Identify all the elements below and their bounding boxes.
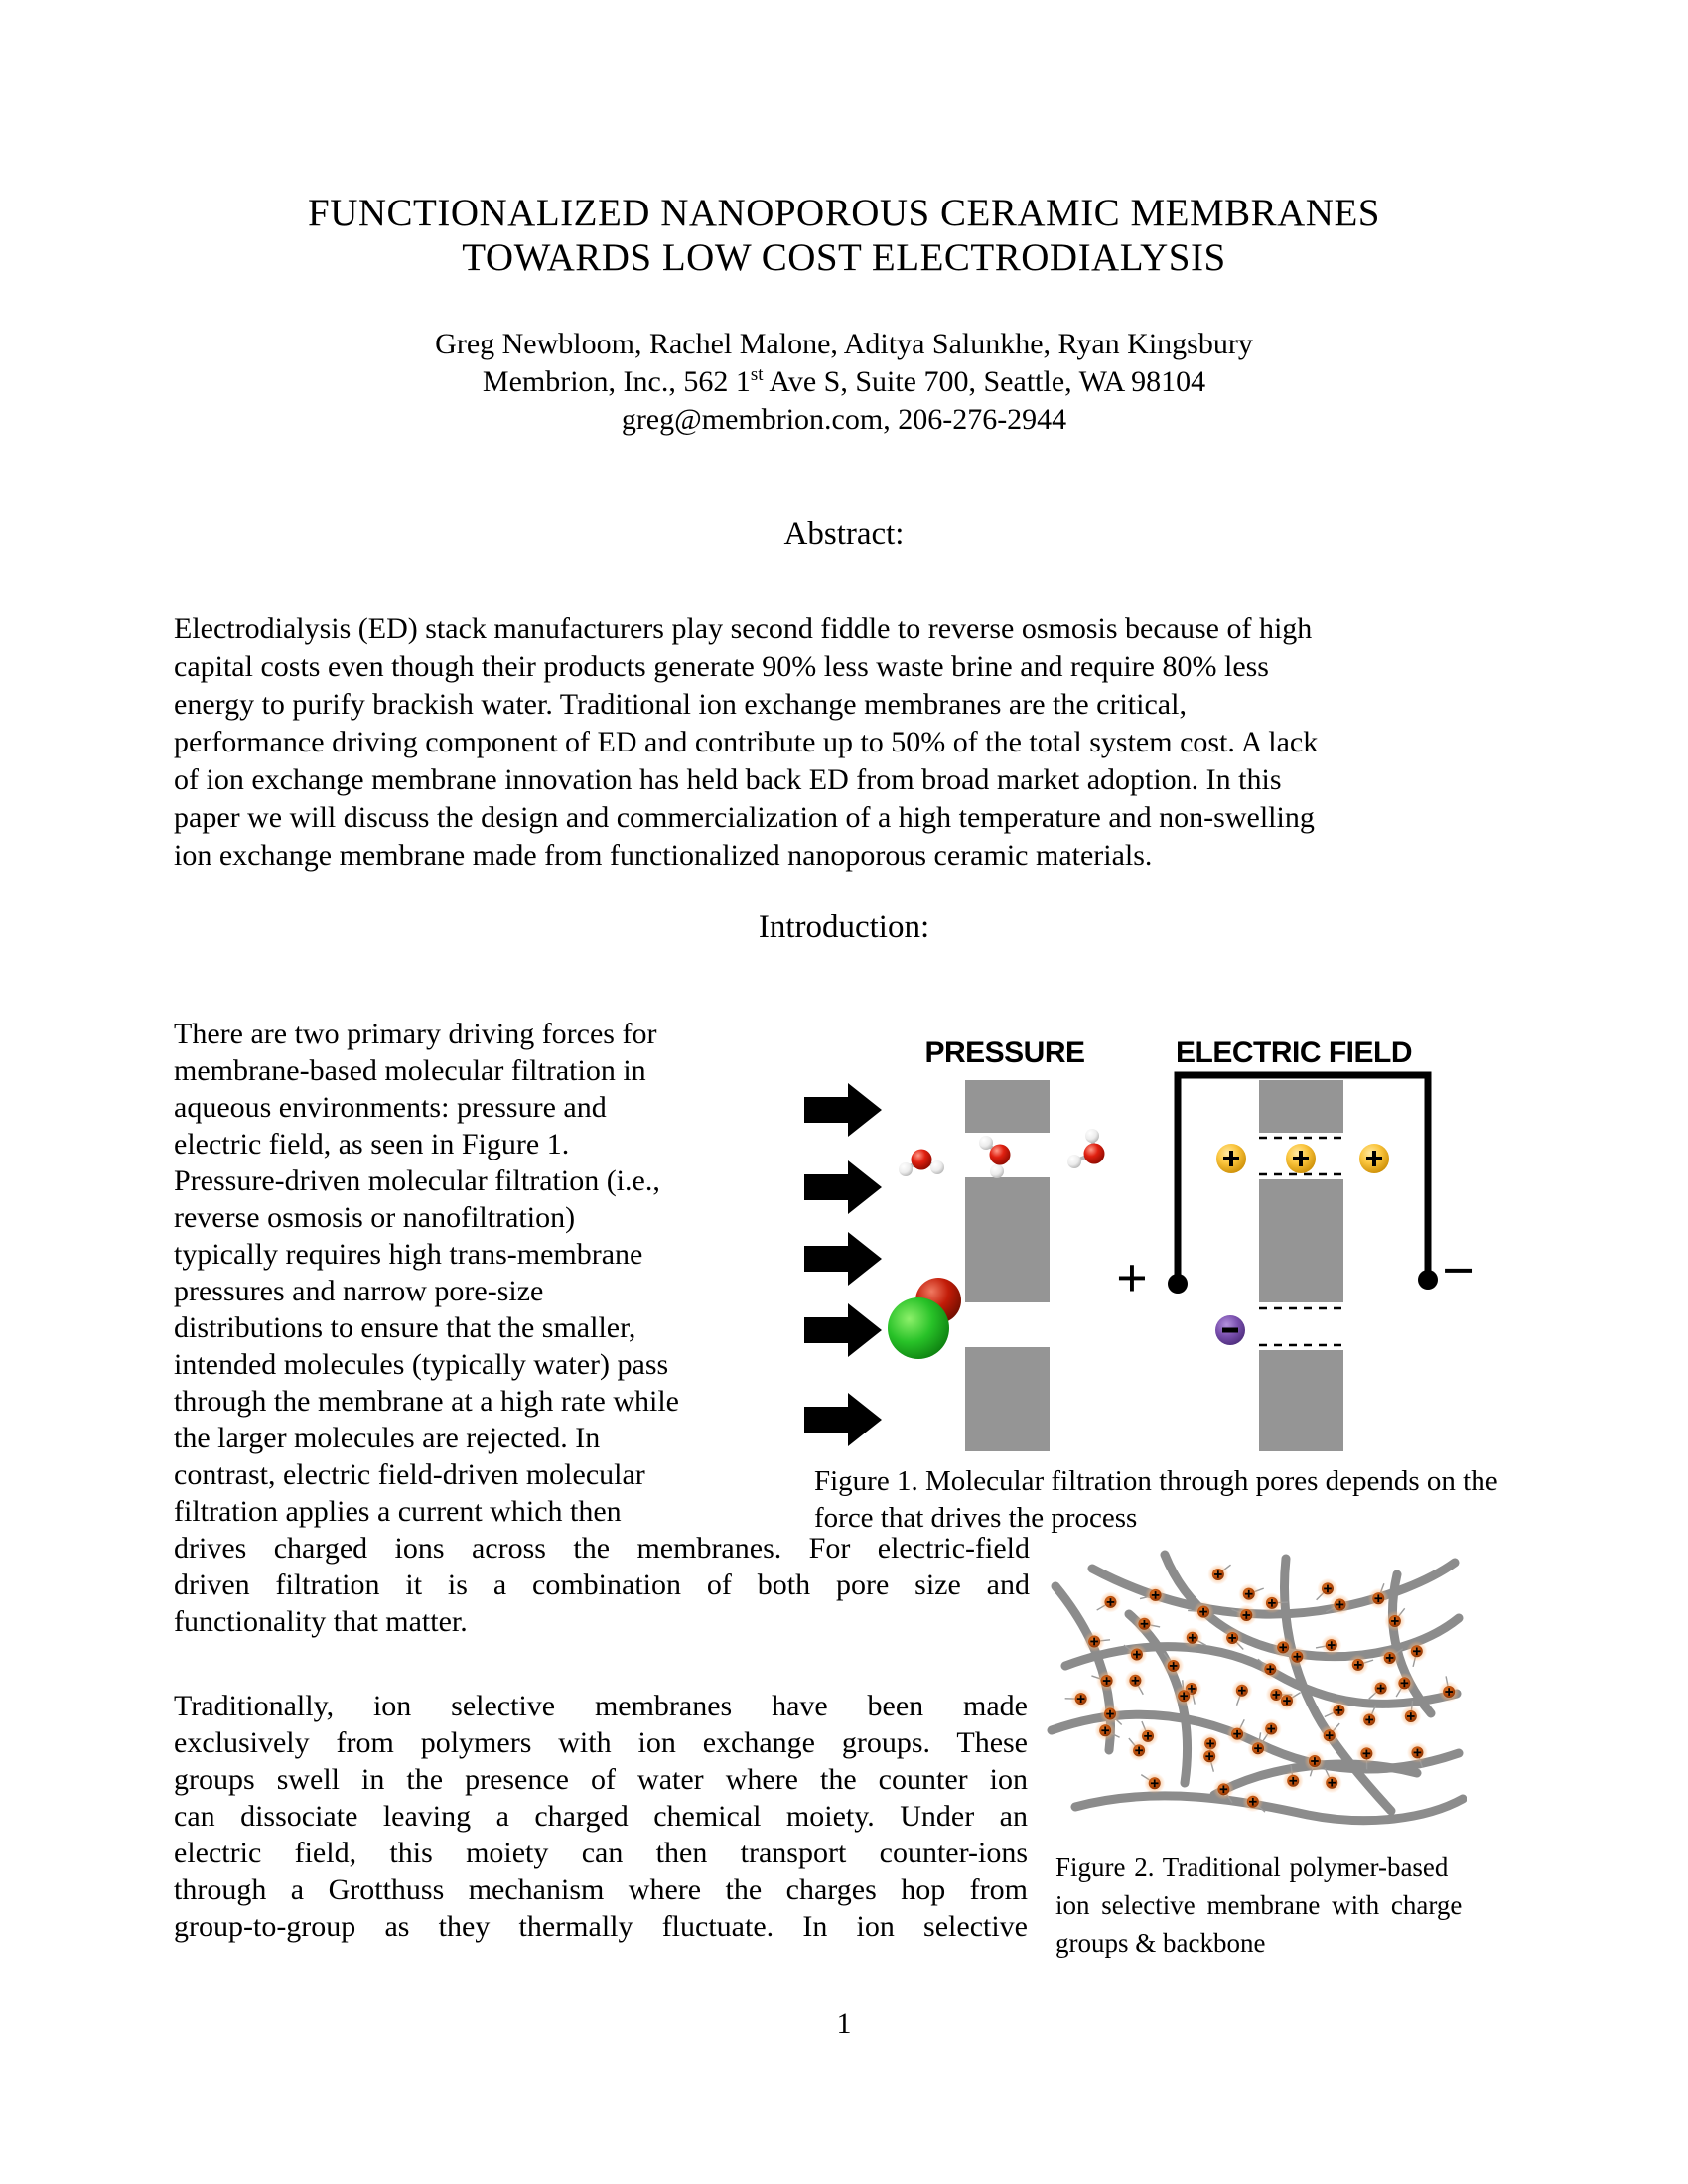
- text-line: drives charged ions across the membranes. For electric-field: [174, 1532, 1030, 1565]
- cation-icon: [1359, 1144, 1389, 1173]
- figure2-caption: [1055, 1848, 1462, 1962]
- arrow-right-icon: [804, 1083, 882, 1137]
- text-line: ion exchange membrane made from functionalized nanoporous ceramic materials.: [174, 839, 1153, 872]
- text-line: group-to-group as they thermally fluctuate. In ion selective: [174, 1910, 1028, 1943]
- charge-group-icon: [1163, 1655, 1184, 1676]
- charge-group-icon: [1261, 1592, 1282, 1613]
- text-line: functionality that matter.: [174, 1605, 468, 1638]
- charge-group-icon: [1273, 1637, 1294, 1658]
- charge-group-icon: [1283, 1770, 1304, 1791]
- charge-group-icon: [1207, 1564, 1228, 1584]
- charge-group-icon: [1242, 1791, 1263, 1812]
- text-line: the larger molecules are rejected. In: [174, 1422, 601, 1454]
- figure1-canvas: [774, 1032, 1489, 1457]
- charge-group-icon: [1182, 1627, 1202, 1648]
- text-line: can dissociate leaving a charged chemical moiety. Under an: [174, 1800, 1028, 1833]
- text-line: There are two primary driving forces for: [174, 1018, 657, 1050]
- arrow-right-icon: [804, 1393, 882, 1446]
- affiliation-line: Membrion, Inc., 562 1st Ave S, Suite 700, Seattle, WA 98104: [482, 364, 1206, 398]
- text-line: of ion exchange membrane innovation has held back ED from broad market adoption. In this: [174, 763, 1282, 796]
- text-line: through the membrane at a high rate while: [174, 1385, 679, 1418]
- membrane-block: [1259, 1350, 1343, 1451]
- charge-group-icon: [1406, 1641, 1427, 1662]
- pressure-membrane: [965, 1080, 1050, 1451]
- text-line: Pressure-driven molecular filtration (i.e.,: [174, 1164, 660, 1197]
- electric-field-label: ELECTRIC FIELD: [1176, 1036, 1412, 1069]
- charge-group-icon: [1379, 1647, 1400, 1668]
- charge-group-icon: [1276, 1691, 1297, 1711]
- electrode-terminal: [1418, 1270, 1438, 1290]
- charge-group-icon: [1248, 1738, 1269, 1759]
- charge-group-icon: [1199, 1746, 1220, 1767]
- large-molecule-icon: [888, 1278, 961, 1359]
- charge-group-icon: [1194, 1601, 1214, 1622]
- charge-group-icon: [1095, 1720, 1116, 1741]
- text-line: aqueous environments: pressure and: [174, 1091, 607, 1124]
- charge-group-icon: [1096, 1671, 1117, 1692]
- page-number: 1: [836, 2007, 852, 2040]
- abstract-text: [174, 611, 1318, 875]
- arrow-right-icon: [804, 1303, 882, 1357]
- text-line: Figure 2. Traditional polymer-based: [1055, 1852, 1449, 1882]
- charge-group-icon: [1304, 1750, 1325, 1771]
- charge-group-icon: [1227, 1723, 1248, 1744]
- paper-title: [0, 191, 1688, 280]
- negative-electrode-label: −: [1442, 1238, 1476, 1302]
- text-line: groups swell in the presence of water where the counter ion: [174, 1763, 1028, 1796]
- charge-group-icon: [1125, 1670, 1146, 1691]
- contact-line: greg@membrion.com, 206-276-2944: [621, 403, 1067, 436]
- charge-group-icon: [1238, 1583, 1259, 1604]
- electrode-terminal: [1168, 1274, 1188, 1294]
- text-line: electric field, this moiety can then transport counter-ions: [174, 1837, 1028, 1869]
- text-line: Traditionally, ion selective membranes have been made: [174, 1690, 1028, 1722]
- electric-membrane: [1259, 1080, 1343, 1451]
- cation-icon: [1216, 1144, 1246, 1173]
- charge-group-icon: [1129, 1740, 1150, 1761]
- text-line: distributions to ensure that the smaller,: [174, 1311, 636, 1344]
- text-line: membrane-based molecular filtration in: [174, 1054, 646, 1087]
- introduction-heading: Introduction:: [758, 909, 930, 945]
- charge-group-icon: [1126, 1644, 1147, 1665]
- text-line: energy to purify brackish water. Traditional ion exchange membranes are the critical,: [174, 688, 1187, 721]
- title-line: TOWARDS LOW COST ELECTRODIALYSIS: [462, 236, 1226, 279]
- charge-group-icon: [1261, 1718, 1282, 1739]
- charge-group-icon: [1359, 1709, 1380, 1730]
- charge-group-icon: [1322, 1772, 1342, 1793]
- text-line: reverse osmosis or nanofiltration): [174, 1201, 576, 1234]
- author-block: [0, 326, 1688, 439]
- abstract-heading: Abstract:: [783, 516, 905, 552]
- charge-group-icon: [1213, 1779, 1234, 1800]
- figure2-diagram: [1038, 1547, 1467, 1846]
- charge-group-icon: [1394, 1673, 1415, 1694]
- charge-group-icon: [1134, 1613, 1155, 1634]
- membrane-block: [965, 1177, 1050, 1302]
- membrane-block: [1259, 1080, 1343, 1133]
- intro-paragraph-2: [174, 1688, 1028, 1945]
- text-line: groups & backbone: [1055, 1928, 1266, 1958]
- text-line: paper we will discuss the design and commercialization of a high temperature and non-swelling: [174, 801, 1315, 834]
- charge-group-icon: [1407, 1742, 1428, 1763]
- membrane-block: [965, 1080, 1050, 1133]
- figure2-canvas: [1038, 1547, 1467, 1846]
- text-line: filtration applies a current which then: [174, 1495, 622, 1528]
- text-line: intended molecules (typically water) pass: [174, 1348, 669, 1381]
- charge-group-icon: [1145, 1584, 1166, 1605]
- arrow-right-icon: [804, 1232, 882, 1286]
- flow-arrow-icons: [804, 1083, 882, 1446]
- text-line: driven filtration it is a combination of both pore size and: [174, 1569, 1030, 1601]
- charge-group-icon: [1222, 1627, 1243, 1648]
- figure1-caption: [814, 1463, 1498, 1537]
- charge-group-icon: [1100, 1591, 1121, 1612]
- charge-group-icon: [1236, 1604, 1257, 1625]
- charge-group-icon: [1439, 1682, 1460, 1703]
- text-line: exclusively from polymers with ion exchange groups. These: [174, 1726, 1028, 1759]
- text-line: performance driving component of ED and contribute up to 50% of the total system cost. A lack: [174, 726, 1319, 758]
- charge-group-icon: [1319, 1725, 1339, 1746]
- text-line: typically requires high trans-membrane: [174, 1238, 643, 1271]
- text-line: capital costs even though their products generate 90% less waste brine and require 80% less: [174, 650, 1269, 683]
- charge-group-icon: [1400, 1706, 1421, 1726]
- text-line: contrast, electric field-driven molecular: [174, 1458, 645, 1491]
- figure1-diagram: [774, 1032, 1489, 1457]
- water-molecule-icon: [979, 1136, 1011, 1178]
- charge-group-icon: [1321, 1635, 1341, 1656]
- charge-group-icon: [1260, 1659, 1281, 1680]
- water-molecule-icon: [1067, 1129, 1105, 1168]
- charge-group-icon: [1329, 1700, 1349, 1720]
- charge-group-icon: [1368, 1588, 1389, 1609]
- text-line: pressures and narrow pore-size: [174, 1275, 544, 1307]
- text-line: ion selective membrane with charge: [1055, 1890, 1463, 1920]
- charge-group-icon: [1070, 1689, 1091, 1709]
- charge-group-icon: [1384, 1610, 1405, 1631]
- arrow-right-icon: [804, 1160, 882, 1214]
- water-molecule-icon: [899, 1150, 944, 1177]
- charge-group-icon: [1144, 1773, 1165, 1794]
- charge-group-icon: [1231, 1680, 1252, 1701]
- membrane-block: [965, 1347, 1050, 1451]
- charge-group-icon: [1317, 1578, 1337, 1599]
- anion-icon: [1215, 1315, 1245, 1345]
- positive-electrode-label: +: [1116, 1248, 1148, 1309]
- charge-group-icon: [1370, 1678, 1391, 1699]
- text-line: Figure 1. Molecular filtration through pores depends on the: [814, 1465, 1498, 1497]
- pressure-label: PRESSURE: [924, 1036, 1085, 1069]
- ordinal-superscript: st: [750, 364, 764, 385]
- charge-group-icon: [1356, 1743, 1377, 1764]
- text-line: force that drives the process: [814, 1502, 1138, 1534]
- title-line: FUNCTIONALIZED NANOPOROUS CERAMIC MEMBRANES: [308, 192, 1380, 234]
- membrane-block: [1259, 1179, 1343, 1302]
- text-line: electric field, as seen in Figure 1.: [174, 1128, 570, 1160]
- text-line: Electrodialysis (ED) stack manufacturers play second fiddle to reverse osmosis because of high: [174, 613, 1313, 645]
- charge-group-icon: [1174, 1686, 1195, 1706]
- charge-group-icon: [1084, 1631, 1105, 1652]
- authors-line: Greg Newbloom, Rachel Malone, Aditya Salunkhe, Ryan Kingsbury: [435, 328, 1253, 360]
- cation-icon: [1286, 1144, 1316, 1173]
- charge-group-icon: [1347, 1654, 1368, 1675]
- text-line: through a Grotthuss mechanism where the charges hop from: [174, 1873, 1028, 1906]
